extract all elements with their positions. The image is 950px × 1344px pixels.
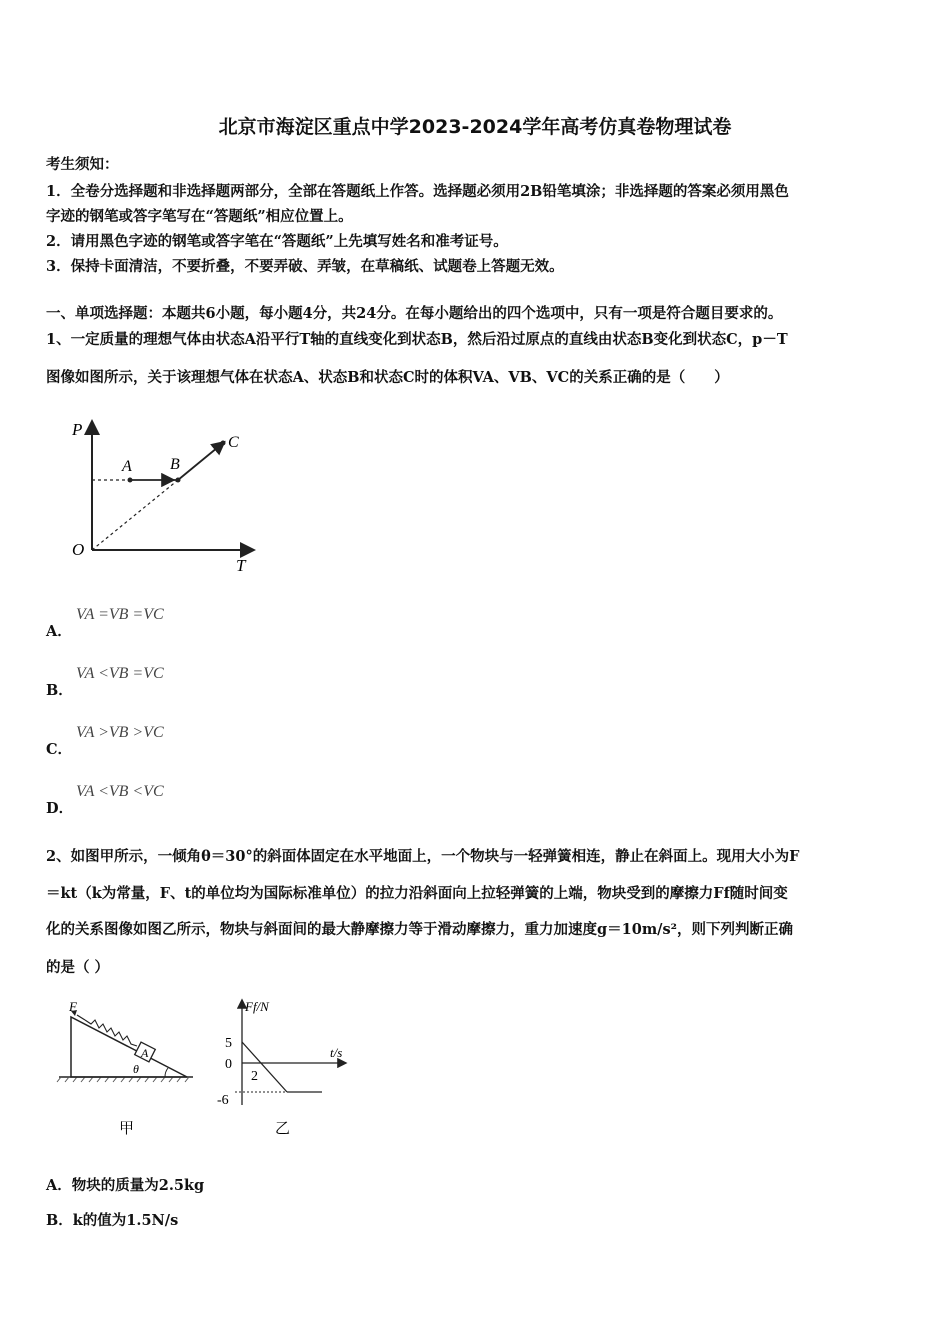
q1-text-line-2: 图像如图所示，关于该理想气体在状态A、状态B和状态C时的体积VA、VB、VC的关系正确的是（ ） — [46, 369, 729, 386]
tick-0: 0 — [225, 1057, 232, 1072]
page-title: 北京市海淀区重点中学2023-2024学年高考仿真卷物理试卷 — [218, 116, 732, 138]
point-c-label: C — [228, 434, 239, 451]
tick-5: 5 — [225, 1036, 232, 1051]
point-b-label: B — [170, 456, 180, 473]
ff-line-slope — [242, 1042, 287, 1092]
q1-option-b-label[interactable]: B． — [46, 682, 73, 699]
tick-2: 2 — [251, 1069, 258, 1084]
notice-heading: 考生须知： — [46, 156, 119, 173]
angle-label: θ — [133, 1062, 139, 1076]
point-a-label: A — [122, 458, 132, 475]
spring — [85, 1020, 137, 1046]
incline — [71, 1017, 187, 1077]
q1-option-b-formula: VA <VB =VC — [76, 665, 164, 682]
q1-option-d-formula: VA <VB <VC — [76, 783, 164, 800]
figure-caption-yi: 乙 — [275, 1119, 291, 1137]
notice-line-4: 3．保持卡面清洁，不要折叠，不要弄破、弄皱，在草稿纸、试题卷上答题无效。 — [46, 258, 564, 275]
p-axis-label: P — [72, 420, 83, 439]
q1-option-a-label[interactable]: A． — [46, 623, 72, 640]
q1-option-c-formula: VA >VB >VC — [76, 724, 164, 741]
block-label: A — [141, 1046, 149, 1060]
notice-line-2: 字迹的钢笔或答字笔写在“答题纸”相应位置上。 — [46, 208, 353, 225]
pt-graph — [60, 415, 270, 580]
q2-text-line-1: 2、如图甲所示，一倾角θ＝30°的斜面体固定在水平地面上，一个物块与一轻弹簧相连，静止在斜面上。现用大小为F — [46, 848, 800, 865]
q2-text-line-3: 化的关系图像如图乙所示，物块与斜面间的最大静摩擦力等于滑动摩擦力，重力加速度g＝10m/s²，则下列判断正确 — [46, 921, 793, 938]
q1-option-c-label[interactable]: C． — [46, 741, 73, 758]
figure-caption-jia: 甲 — [119, 1119, 135, 1137]
origin-label: O — [72, 540, 85, 559]
friction-graph — [205, 995, 355, 1145]
q2-text-line-2: ＝kt（k为常量，F、t的单位均为国际标准单位）的拉力沿斜面向上拉轻弹簧的上端，物块受到的摩擦力Ff随时间变 — [46, 885, 788, 902]
time-axis-label: t/s — [330, 1045, 343, 1060]
q1-option-d-label[interactable]: D． — [46, 800, 74, 817]
section-heading: 一、单项选择题：本题共6小题，每小题4分，共24分。在每小题给出的四个选项中，只有一项是符合题目要求的。 — [46, 305, 783, 322]
ff-axis-label: Ff/N — [245, 999, 269, 1014]
tick-minus-6: -6 — [217, 1093, 229, 1108]
q1-text-line-1: 1、一定质量的理想气体由状态A沿平行T轴的直线变化到状态B，然后沿过原点的直线由状态B变化到状态C，p－T — [46, 331, 788, 348]
q2-answer-b[interactable]: B．k的值为1.5N/s — [46, 1212, 179, 1229]
force-label: F — [69, 999, 77, 1014]
notice-line-1: 1．全卷分选择题和非选择题两部分，全部在答题纸上作答。选择题必须用2B铅笔填涂；非选择题的答案必须用黑色 — [46, 183, 789, 200]
notice-line-3: 2．请用黑色字迹的钢笔或答字笔在“答题纸”上先填写姓名和准考证号。 — [46, 233, 508, 250]
bc-line — [178, 443, 223, 480]
q1-option-a-formula: VA =VB =VC — [76, 606, 164, 623]
incline-figure — [55, 995, 200, 1145]
q2-text-line-4: 的是（ ） — [46, 959, 110, 976]
t-axis-label: T — [236, 556, 246, 575]
q2-answer-a[interactable]: A．物块的质量为2.5kg — [46, 1177, 205, 1194]
